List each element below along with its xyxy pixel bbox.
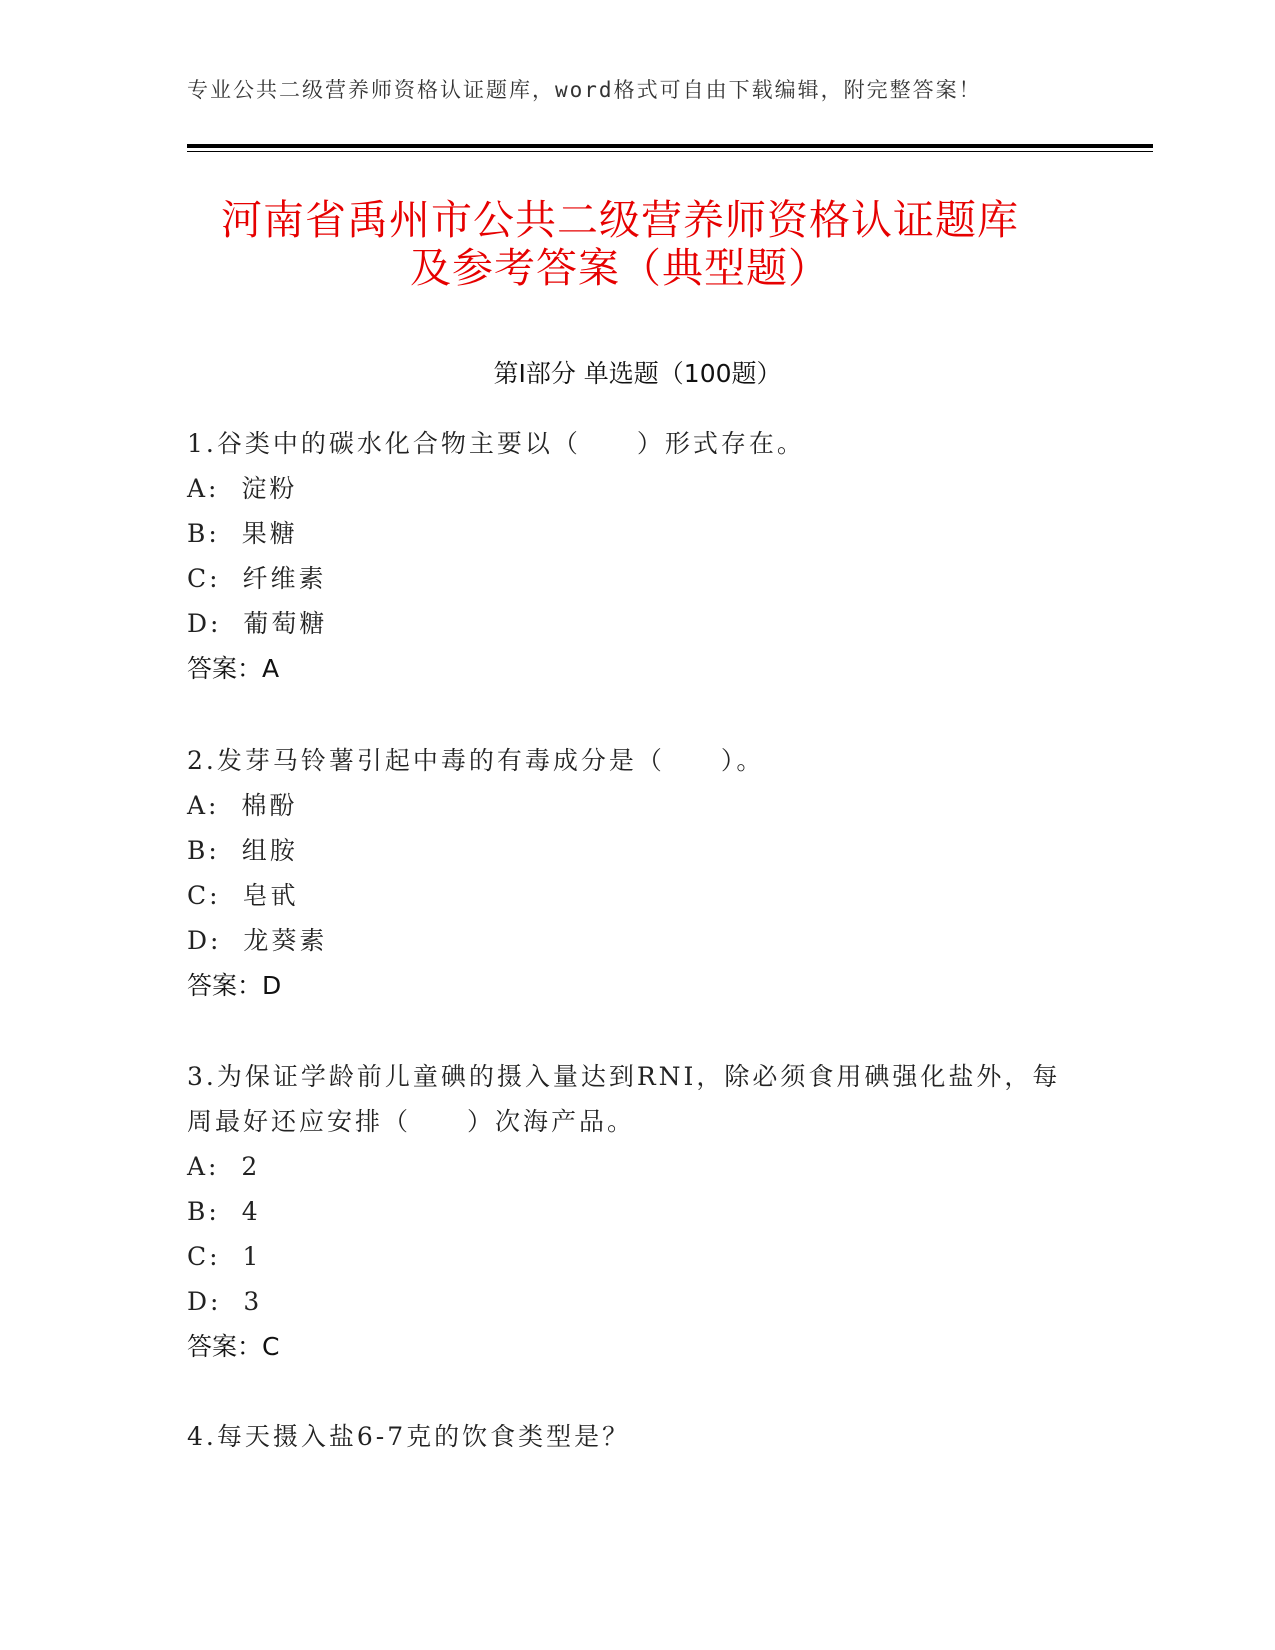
question-text: 1.谷类中的碳水化合物主要以（ ）形式存在。 [187,429,805,458]
question-block [187,738,1087,1008]
question-text: 3.为保证学龄前儿童碘的摄入量达到RNI，除必须食用碘强化盐外，每周最好还应安排（ ）次海产品。 [187,1062,1061,1136]
option-d: D: 龙葵素 [187,926,328,955]
title-line-1: 河南省禹州市公共二级营养师资格认证题库 [221,196,1019,244]
header-rule-thick [187,144,1153,148]
option-a: A: 棉酚 [187,791,298,820]
option-c: C: 皂甙 [187,881,299,910]
option-a: A: 淀粉 [187,474,298,503]
option-b: B: 果糖 [187,519,298,548]
option-a: A: 2 [187,1152,261,1181]
title-line-2: 及参考答案（典型题） [410,244,830,292]
answer-text: 答案：A [187,654,280,683]
question-block [187,1054,1087,1369]
section-heading: 第Ⅰ部分 单选题（100题） [493,359,782,388]
question-block [187,1414,1087,1459]
question-text: 4.每天摄入盐6-7克的饮食类型是？ [187,1422,631,1451]
answer-text: 答案：D [187,971,282,1000]
option-d: D: 3 [187,1287,263,1316]
document-title [160,196,1080,292]
option-c: C: 纤维素 [187,564,327,593]
answer-text: 答案：C [187,1332,280,1361]
option-d: D: 葡萄糖 [187,609,328,638]
header-note: 专业公共二级营养师资格认证题库，word格式可自由下载编辑，附完整答案！ [187,78,982,102]
option-b: B: 4 [187,1197,261,1226]
option-b: B: 组胺 [187,836,298,865]
header-rule-thin [187,151,1153,152]
question-text: 2.发芽马铃薯引起中毒的有毒成分是（ ）。 [187,746,765,775]
option-c: C: 1 [187,1242,262,1271]
question-block [187,421,1087,691]
